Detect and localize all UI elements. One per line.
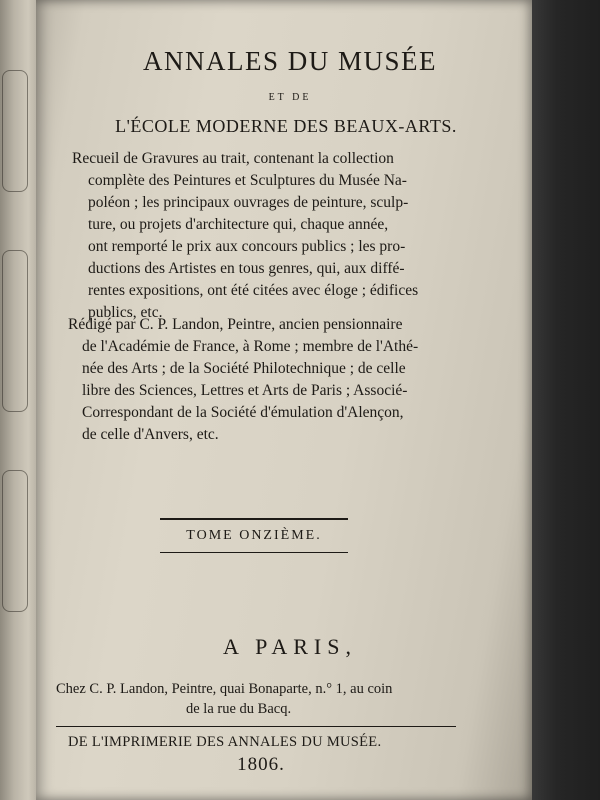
recueil-line: poléon ; les principaux ouvrages de peinture, sculp-	[88, 194, 409, 211]
redige-line: Rédigé par C. P. Landon, Peintre, ancien pensionnaire	[68, 316, 403, 333]
dark-background	[528, 0, 600, 800]
main-title: ANNALES DU MUSÉE	[143, 46, 437, 76]
publisher-address: de la rue du Bacq.	[186, 701, 292, 717]
tome-rule-bottom	[160, 552, 348, 553]
title-page	[36, 0, 532, 800]
engraving-fragment	[2, 70, 28, 192]
recueil-line: Recueil de Gravures au trait, contenant la collection	[72, 150, 394, 167]
redige-line: de l'Académie de France, à Rome ; membre de l'Athé-	[82, 338, 419, 355]
engraving-fragment	[2, 470, 28, 612]
recueil-line: complète des Peintures et Sculptures du Musée Na-	[88, 172, 407, 189]
recueil-line: rentes expositions, ont été citées avec éloge ; édifices	[88, 282, 419, 299]
publisher-line: Chez C. P. Landon, Peintre, quai Bonaparte, n.° 1, au coin	[56, 681, 393, 697]
redige-line: de celle d'Anvers, etc.	[82, 426, 219, 443]
publication-year: 1806.	[237, 754, 285, 775]
redige-line: née des Arts ; de la Société Philotechnique ; de celle	[82, 360, 406, 377]
recueil-line: ture, ou projets d'architecture qui, chaque année,	[88, 216, 389, 233]
subtitle: L'ÉCOLE MODERNE DES BEAUX-ARTS.	[115, 116, 457, 136]
engraving-fragment	[2, 250, 28, 412]
printer-line: DE L'IMPRIMERIE DES ANNALES DU MUSÉE.	[68, 734, 382, 750]
recueil-line: ductions des Artistes en tous genres, qui, aux diffé-	[88, 260, 405, 277]
imprint-rule	[56, 726, 456, 727]
recueil-line: ont remporté le prix aux concours publics ; les pro-	[88, 238, 406, 255]
recueil-line: publics, etc.	[88, 304, 163, 321]
volume-label: TOME ONZIÈME.	[186, 528, 322, 543]
place-of-publication: A PARIS,	[222, 634, 357, 659]
redige-line: Correspondant de la Société d'émulation d'Alençon,	[82, 404, 404, 421]
facing-page-edge	[0, 0, 40, 800]
tome-rule-top	[160, 518, 348, 520]
redige-line: libre des Sciences, Lettres et Arts de Paris ; Associé-	[82, 382, 408, 399]
title-conjunction: ET DE	[268, 92, 312, 103]
